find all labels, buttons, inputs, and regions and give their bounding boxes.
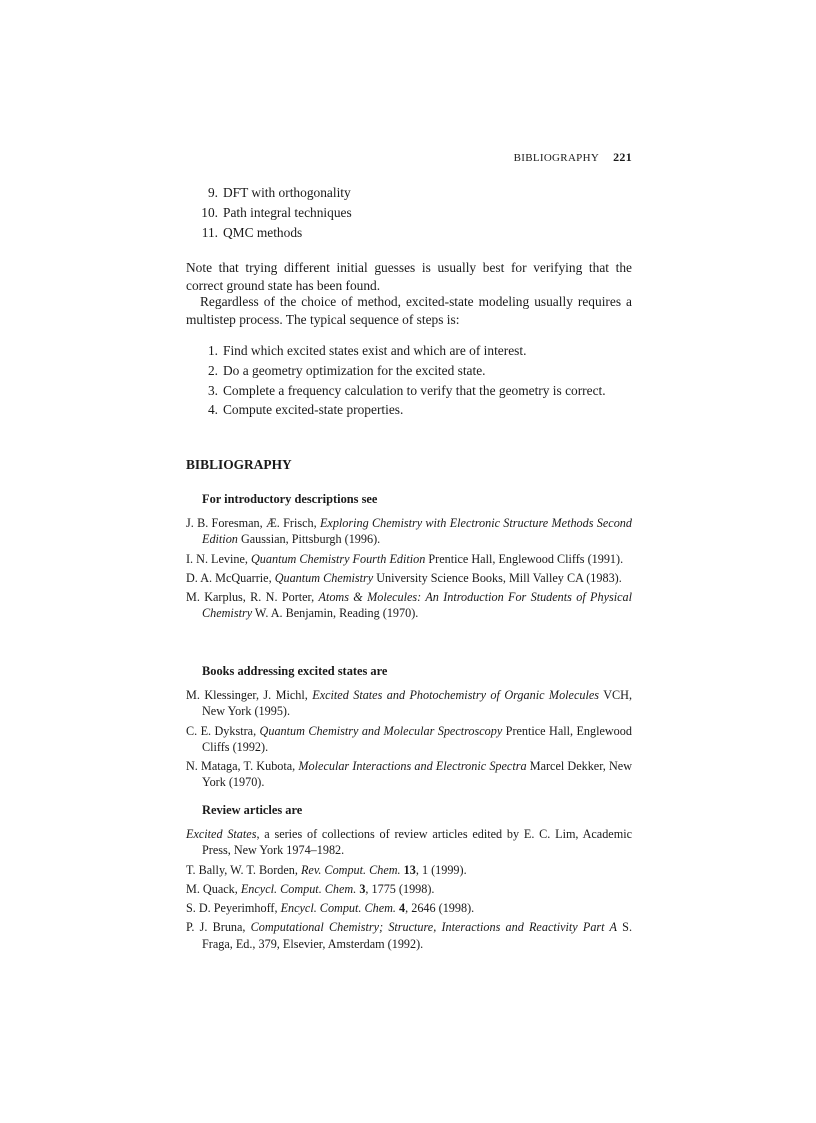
list-item: 11. QMC methods — [201, 224, 303, 240]
steps-list — [190, 341, 606, 420]
paragraph-multistep-process: Regardless of the choice of method, excited-state modeling usually requires a multistep process. The typical sequence of steps is: — [186, 294, 632, 327]
reference: M. Karplus, R. N. Porter, Atoms & Molecules: An Introduction For Students of Physical Chemistry W. A. Benjamin, Reading (1970). — [186, 590, 632, 621]
running-head — [514, 150, 632, 165]
reference: T. Bally, W. T. Borden, Rev. Comput. Chem. 13, 1 (1999). — [186, 862, 467, 877]
reference: C. E. Dykstra, Quantum Chemistry and Molecular Spectroscopy Prentice Hall, Englewood Cliffs (1992). — [186, 723, 632, 754]
list-item: 9. DFT with orthogonality — [207, 185, 351, 200]
bibliography-heading: BIBLIOGRAPHY — [186, 457, 292, 472]
list-item: 4. Compute excited-state properties. — [207, 402, 404, 418]
reference: N. Mataga, T. Kubota, Molecular Interactions and Electronic Spectra Marcel Dekker, New York (1970). — [186, 759, 633, 790]
reference-list-introductory — [186, 515, 632, 625]
list-item: 10. Path integral techniques — [201, 204, 352, 220]
subheading-excited-states-books: Books addressing excited states are — [202, 664, 388, 678]
reference: P. J. Bruna, Computational Chemistry; Structure, Interactions and Reactivity Part A S. Fraga, Ed., 379, Elsevier, Amsterdam (1992). — [186, 920, 632, 951]
reference: J. B. Foresman, Æ. Frisch, Exploring Chemistry with Electronic Structure Methods Second Edition Gaussian, Pittsburgh (1996). — [186, 516, 632, 547]
list-item: 2. Do a geometry optimization for the excited state. — [207, 362, 486, 378]
list-item: 3. Complete a frequency calculation to verify that the geometry is correct. — [207, 382, 606, 398]
subheading-introductory: For introductory descriptions see — [202, 492, 378, 506]
page-number: 221 — [613, 150, 632, 164]
running-head-title: BIBLIOGRAPHY — [513, 152, 600, 164]
reference: M. Quack, Encycl. Comput. Chem. 3, 1775 (1998). — [186, 881, 435, 896]
reference: M. Klessinger, J. Michl, Excited States and Photochemistry of Organic Molecules VCH, New York (1995). — [186, 688, 633, 719]
reference: S. D. Peyerimhoff, Encycl. Comput. Chem. 4, 2646 (1998). — [186, 901, 475, 916]
subheading-review-articles: Review articles are — [202, 803, 303, 817]
reference: D. A. McQuarrie, Quantum Chemistry University Science Books, Mill Valley CA (1983). — [186, 570, 622, 585]
reference-list-excited-states — [186, 687, 632, 794]
methods-list-continued — [190, 183, 352, 242]
reference: Excited States, a series of collections of review articles edited by E. C. Lim, Academic Press, New York 1974–1982. — [186, 827, 632, 858]
reference: I. N. Levine, Quantum Chemistry Fourth Edition Prentice Hall, Englewood Cliffs (1991). — [186, 551, 624, 566]
reference-list-reviews — [186, 826, 632, 955]
list-item: 1. Find which excited states exist and which are of interest. — [207, 343, 527, 358]
paragraph-initial-guesses: Note that trying different initial guesses is usually best for verifying that the correct ground state has been found. — [186, 260, 632, 293]
